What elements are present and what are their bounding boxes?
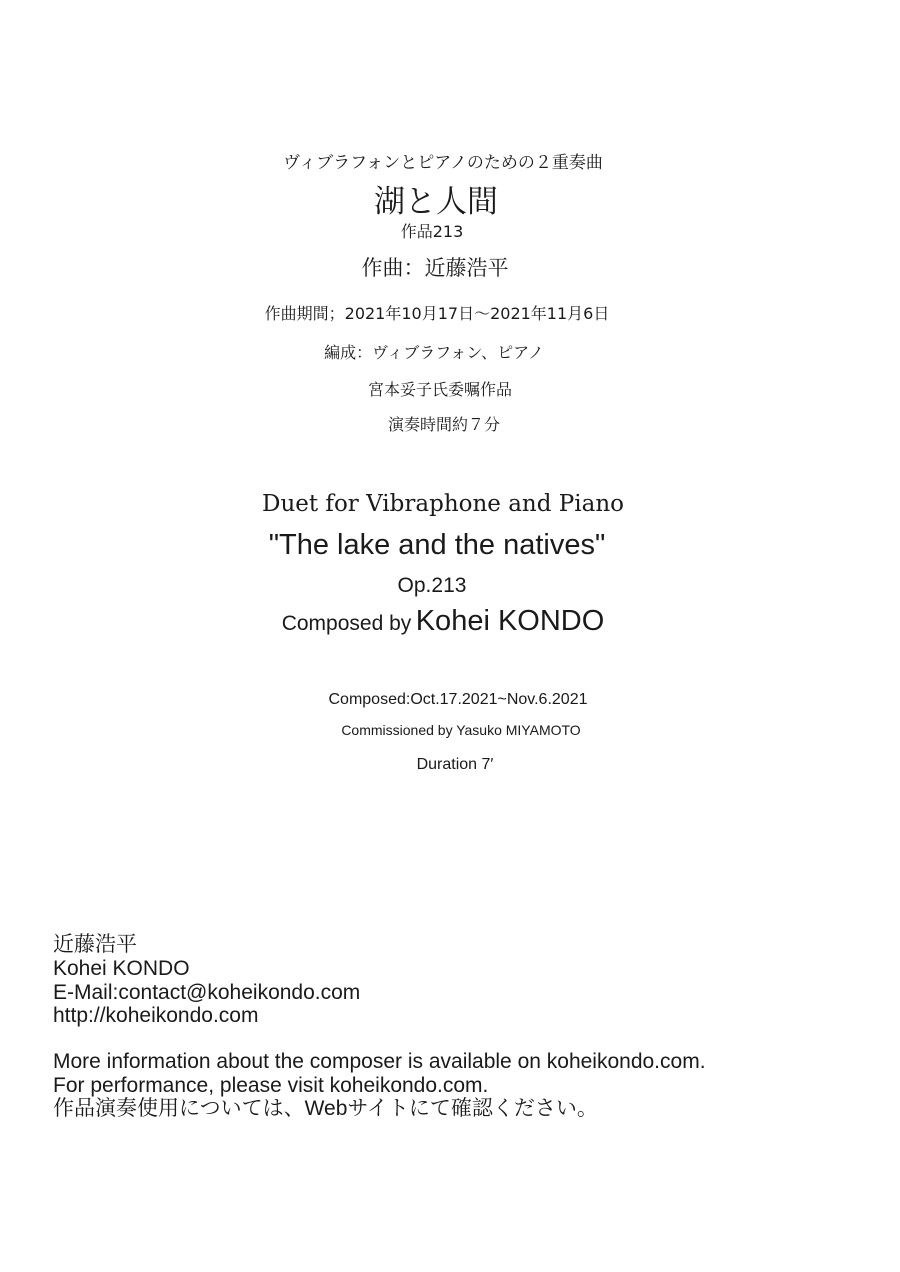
info-line-1: More information about the composer is available on koheikondo.com.: [53, 1050, 706, 1073]
en-commission: Commissioned by Yasuko MIYAMOTO: [341, 722, 581, 738]
jp-composition-period: 作曲期間；2021年10月17日〜2021年11月6日: [264, 304, 610, 323]
en-composer: [0, 605, 893, 638]
en-title: "The lake and the natives": [268, 529, 606, 561]
info-line-3: 作品演奏使用については、Webサイトにて確認ください。: [53, 1097, 598, 1120]
jp-duration: 演奏時間約７分: [387, 415, 500, 434]
jp-opus-number: 作品213: [400, 222, 464, 241]
en-opus-number: Op.213: [397, 574, 467, 597]
en-duration: Duration 7′: [416, 756, 494, 773]
en-subtitle: Duet for Vibraphone and Piano: [262, 491, 624, 517]
contact-name-jp: 近藤浩平: [53, 933, 137, 956]
jp-commission: 宮本妥子氏委嘱作品: [367, 380, 512, 399]
jp-title: 湖と人間: [374, 184, 498, 220]
contact-email[interactable]: E-Mail:contact@koheikondo.com: [53, 981, 361, 1004]
contact-name-en: Kohei KONDO: [53, 957, 190, 980]
jp-instrumentation: 編成：ヴィブラフォン、ピアノ: [324, 343, 544, 362]
contact-website-link[interactable]: http://koheikondo.com: [53, 1004, 259, 1027]
en-composer-prefix: Composed by: [281, 612, 412, 635]
jp-subtitle: ヴィブラフォンとピアノのための２重奏曲: [283, 153, 603, 173]
jp-composer: 作曲：近藤浩平: [361, 256, 509, 280]
en-composer-name: Kohei KONDO: [415, 605, 605, 637]
en-composed-date: Composed:Oct.17.2021~Nov.6.2021: [328, 691, 588, 708]
info-line-2: For performance, please visit koheikondo.com.: [53, 1074, 489, 1097]
